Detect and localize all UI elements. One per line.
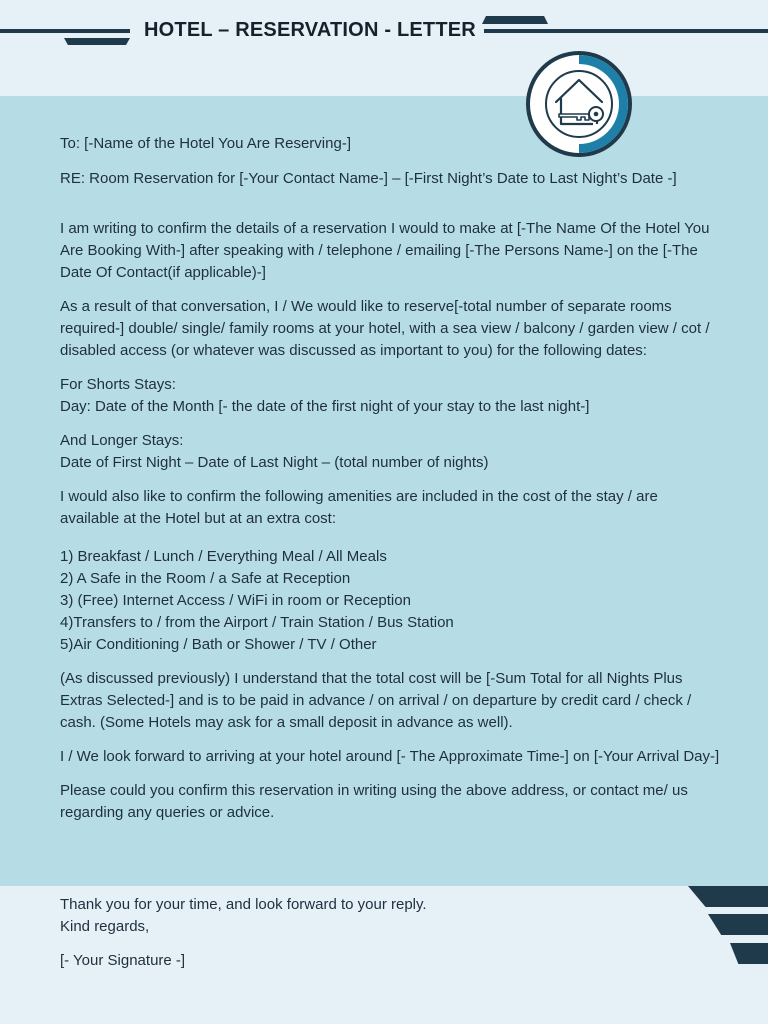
- subject-line: RE: Room Reservation for [-Your Contact Name-] – [-First Night’s Date to Last Night’s Date -]: [60, 170, 677, 187]
- recipient-line: To: [-Name of the Hotel You Are Reserving-]: [60, 135, 351, 152]
- thanks-line: Thank you for your time, and look forward to your reply.: [60, 896, 427, 913]
- header-accent-bar-right: [482, 16, 548, 24]
- short-stays-heading: For Shorts Stays:: [60, 376, 176, 393]
- long-stays-block: [60, 430, 720, 474]
- footer-accent-bar: [730, 943, 768, 964]
- header-rule-right: [484, 29, 768, 33]
- list-item: 5)Air Conditioning / Bath or Shower / TV / Other: [60, 636, 377, 653]
- short-stays-detail: Day: Date of the Month [- the date of the first night of your stay to the last night-]: [60, 398, 590, 415]
- list-item: 4)Transfers to / from the Airport / Train Station / Bus Station: [60, 614, 454, 631]
- arrival-paragraph: I / We look forward to arriving at your hotel around [- The Approximate Time-] on [-Your Arrival Day-]: [60, 748, 720, 765]
- regards-line: Kind regards,: [60, 918, 150, 935]
- header-rule-left: [0, 29, 130, 33]
- amenities-intro: I would also like to confirm the following amenities are included in the cost of the stay / are available at the Hotel but at an extra cost:: [60, 488, 658, 527]
- letter-body: [60, 133, 720, 836]
- footer-accent-bar: [688, 886, 768, 907]
- header-accent-bar-left: [64, 38, 130, 45]
- short-stays-block: [60, 374, 720, 418]
- signature-placeholder: [- Your Signature -]: [60, 952, 186, 969]
- amenities-list: [60, 546, 720, 656]
- list-item: 1) Breakfast / Lunch / Everything Meal / All Meals: [60, 548, 387, 565]
- confirm-paragraph: Please could you confirm this reservation in writing using the above address, or contact me/ us regarding any queries or advice.: [60, 782, 688, 821]
- page-title: HOTEL – RESERVATION - LETTER: [144, 19, 476, 41]
- sign-off: [60, 894, 660, 938]
- intro-paragraph: I am writing to confirm the details of a reservation I would to make at [-The Name Of the Hotel You Are Booking With-] after speaking with / telephone / emailing [-The Persons Name-] on the [-The Date Of Contact(if applicable)-]: [60, 220, 710, 281]
- footer-accent-bar: [708, 914, 768, 935]
- cost-paragraph: (As discussed previously) I understand that the total cost will be [-Sum Total for all Nights Plus Extras Selected-] and is to be paid in advance / on arrival / on departure by credit card / check / cash. (Some Hotels may ask for a small deposit in advance as well).: [60, 670, 692, 731]
- reservation-paragraph: As a result of that conversation, I / We would like to reserve[-total number of separate rooms required-] double/ single/ family rooms at your hotel, with a sea view / balcony / garden view / cot / disabled access (or whatever was discussed as important to you) for the following dates:: [60, 298, 710, 359]
- long-stays-detail: Date of First Night – Date of Last Night – (total number of nights): [60, 454, 489, 471]
- list-item: 3) (Free) Internet Access / WiFi in room or Reception: [60, 592, 411, 609]
- list-item: 2) A Safe in the Room / a Safe at Reception: [60, 570, 351, 587]
- closing-block: [60, 894, 660, 972]
- long-stays-heading: And Longer Stays:: [60, 432, 184, 449]
